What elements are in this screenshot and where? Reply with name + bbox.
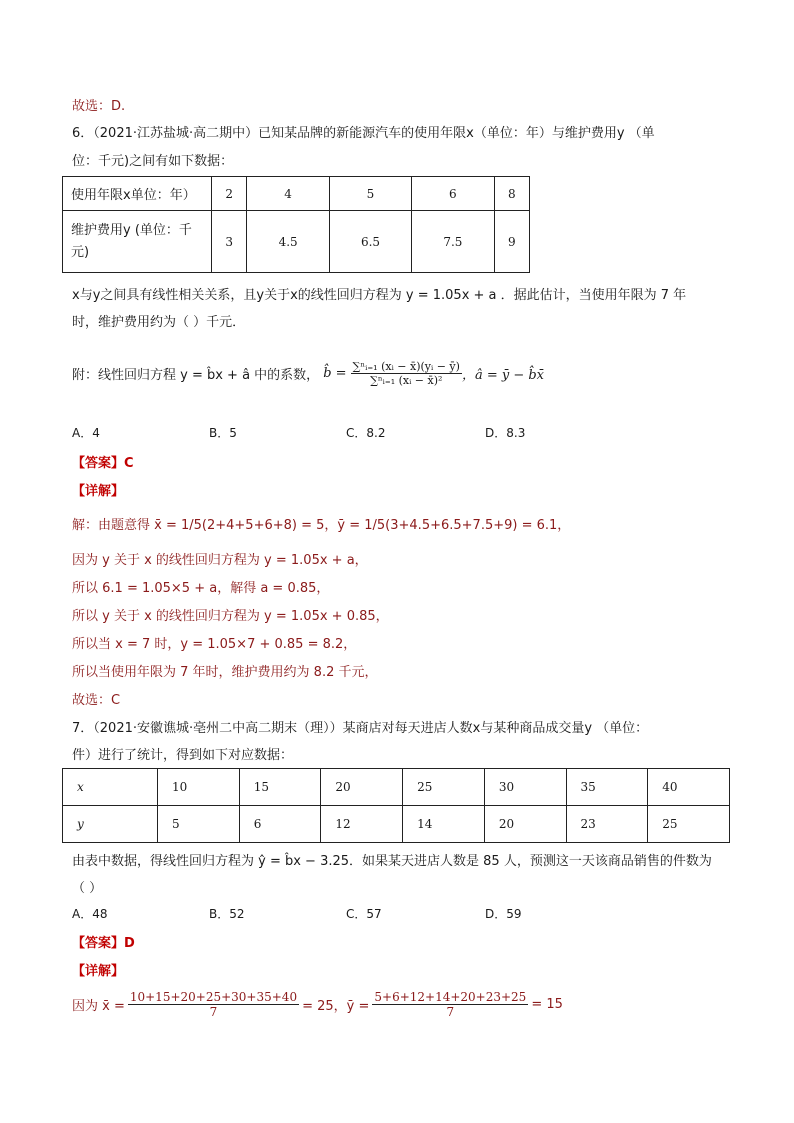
q7-table-cell: 6 — [239, 806, 321, 843]
q6-relation-line1: x与y之间具有线性相关关系，且y关于x的线性回归方程为 y = 1.05x + a ．据此估计，当使用年限为 7 年 — [72, 288, 687, 303]
q6-table-cell: 6.5 — [329, 211, 411, 273]
q7-table-header-y: y — [63, 806, 158, 843]
q7-data-table — [62, 768, 730, 843]
q7-table-cell: 12 — [321, 806, 403, 843]
q7-table-cell: 10 — [158, 769, 240, 806]
q7-option-d: D．59 — [485, 907, 522, 921]
q7-table-row-x — [63, 769, 730, 806]
q6-formula-note — [72, 342, 544, 404]
q6-formula-denominator: ∑ⁿᵢ₌₁ (xᵢ − x̄)² — [370, 373, 443, 387]
q6-solution-line2: 因为 y 关于 x 的线性回归方程为 y = 1.05x + a， — [72, 553, 368, 568]
q6-option-a: A．4 — [72, 426, 100, 440]
q6-table-cell: 4 — [247, 177, 329, 211]
q7-table-header-x: x — [63, 769, 158, 806]
q7-option-c: C．57 — [346, 907, 382, 921]
q6-option-c: C．8.2 — [346, 426, 386, 440]
q7-solution-end: = 15 — [531, 996, 563, 1012]
q6-solution-line5: 所以当 x = 7 时，y = 1.05×7 + 0.85 = 8.2， — [72, 637, 357, 652]
q7-stem-line2: 件）进行了统计，得到如下对应数据： — [72, 748, 294, 763]
q6-table-row-y — [63, 211, 530, 273]
q6-table-header-y-line2: 元) — [71, 244, 90, 260]
q7-table-cell: 40 — [648, 769, 730, 806]
q6-formula-a: ，â = ȳ − b̂x̄ — [461, 367, 545, 383]
q6-table-cell: 5 — [329, 177, 411, 211]
q7-option-a: A．48 — [72, 907, 108, 921]
q6-table-cell: 2 — [212, 177, 247, 211]
q7-solution-fraction-x — [128, 990, 299, 1019]
q6-table-header-x: 使用年限x单位：年） — [63, 177, 212, 211]
q7-table-row-y — [63, 806, 730, 843]
q7-table-cell: 30 — [484, 769, 566, 806]
q6-solution-line6: 所以当使用年限为 7 年时，维护费用约为 8.2 千元， — [72, 665, 378, 680]
q6-formula-b-label: b̂ = — [323, 365, 347, 381]
q6-stem-line1: 6．（2021·江苏盐城·高二期中）已知某品牌的新能源汽车的使用年限x（单位：年）与维护费用y （单 — [72, 126, 655, 141]
q7-regression-line1: 由表中数据，得线性回归方程为 ŷ = b̂x − 3.25．如果某天进店人数是 85 人，预测这一天该商品销售的件数为 — [72, 854, 712, 869]
q7-solution-prefix: 因为 x̄ = — [72, 998, 125, 1014]
q6-table-cell: 3 — [212, 211, 247, 273]
q6-solution-line3: 所以 6.1 = 1.05×5 + a，解得 a = 0.85， — [72, 581, 330, 596]
q7-table-cell: 14 — [403, 806, 485, 843]
q7-answer: 【答案】D — [72, 936, 135, 951]
q6-table-header-y — [63, 211, 212, 273]
q6-formula-fraction — [351, 360, 462, 387]
q6-stem-line2: 位：千元)之间有如下数据： — [72, 154, 234, 169]
q6-table-row-x — [63, 177, 530, 211]
q5-conclusion: 故选：D. — [72, 99, 126, 114]
q6-table-cell: 7.5 — [412, 211, 494, 273]
q6-formula-numerator: ∑ⁿᵢ₌₁ (xᵢ − x̄)(yᵢ − ȳ) — [352, 359, 460, 373]
q7-solution — [72, 986, 563, 1022]
q7-table-cell: 25 — [648, 806, 730, 843]
q7-solution-denominator-y: 7 — [446, 1004, 455, 1019]
q7-stem-line1: 7．（2021·安徽谯城·亳州二中高二期末（理））某商店对每天进店人数x与某种商品成交量y （单位： — [72, 721, 649, 736]
q6-formula-prefix: 附：线性回归方程 y = b̂x + â 中的系数， — [72, 367, 320, 383]
q7-solution-denominator-x: 7 — [209, 1004, 218, 1019]
q7-solution-mid: = 25，ȳ = — [302, 998, 370, 1014]
q7-table-cell: 20 — [484, 806, 566, 843]
q6-table-header-y-line1: 维护费用y (单位：千 — [71, 222, 192, 238]
q6-table-cell: 9 — [494, 211, 529, 273]
q6-detail-heading: 【详解】 — [72, 484, 125, 499]
q6-table-cell: 4.5 — [247, 211, 329, 273]
q7-detail-heading: 【详解】 — [72, 964, 125, 979]
q7-table-cell: 5 — [158, 806, 240, 843]
q6-solution-line7: 故选：C — [72, 693, 121, 708]
q6-option-d: D．8.3 — [485, 426, 526, 440]
q7-table-cell: 15 — [239, 769, 321, 806]
q6-solution-line1: 解：由题意得 x̄ = 1/5(2+4+5+6+8) = 5，ȳ = 1/5(3+4.5+6.5+7.5+9) = 6.1， — [72, 518, 571, 533]
q7-solution-numerator-y: 5+6+12+14+20+23+25 — [374, 989, 527, 1004]
q6-answer: 【答案】C — [72, 456, 134, 471]
q7-regression-line2: （ ） — [72, 881, 103, 896]
q7-table-cell: 23 — [566, 806, 648, 843]
q6-relation-line2: 时，维护费用约为（ ）千元． — [72, 315, 246, 330]
q6-option-b: B．5 — [209, 426, 237, 440]
q7-table-cell: 25 — [403, 769, 485, 806]
q6-solution-line4: 所以 y 关于 x 的线性回归方程为 y = 1.05x + 0.85， — [72, 609, 389, 624]
q7-solution-fraction-y — [372, 990, 528, 1019]
q7-table-cell: 35 — [566, 769, 648, 806]
q6-table-cell: 8 — [494, 177, 529, 211]
q7-solution-numerator-x: 10+15+20+25+30+35+40 — [129, 989, 298, 1004]
q6-data-table — [62, 176, 530, 273]
q7-table-cell: 20 — [321, 769, 403, 806]
q6-table-cell: 6 — [412, 177, 494, 211]
q7-option-b: B．52 — [209, 907, 245, 921]
